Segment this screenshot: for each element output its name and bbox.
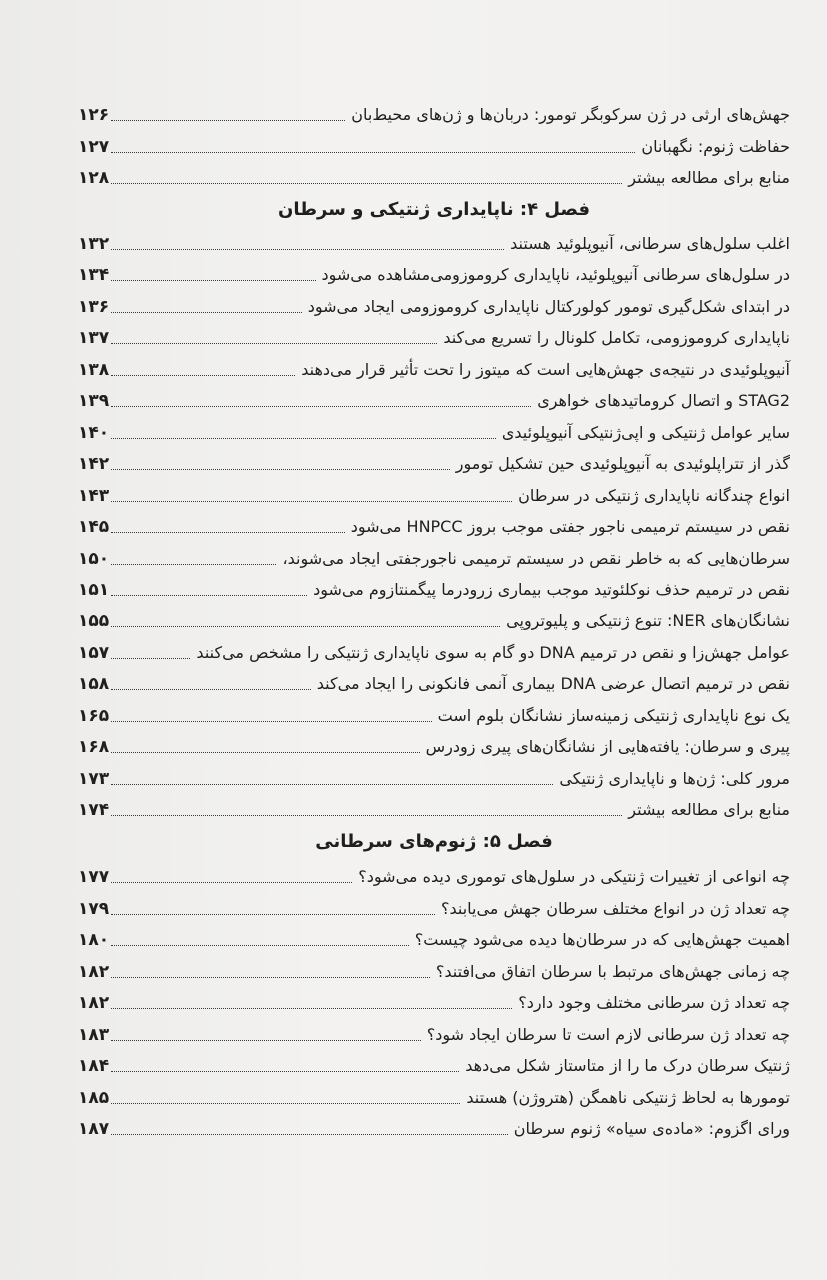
toc-entry[interactable] — [78, 384, 790, 412]
dot-leader — [111, 183, 622, 184]
toc-entry[interactable] — [78, 699, 790, 727]
toc-entry-title: در ابتدای شکل‌گیری تومور کولورکتال ناپایداری کروموزومی ایجاد می‌شود — [307, 296, 790, 316]
dot-leader — [111, 752, 419, 753]
toc-entry-title: نقص در ترمیم حذف نوکلئوتید موجب بیماری زرودرما پیگمنتازوم می‌شود — [313, 579, 790, 599]
toc-entry[interactable] — [78, 923, 790, 951]
toc-entry[interactable] — [78, 510, 790, 538]
toc-entry-title: چه تعداد ژن سرطانی لازم است تا سرطان ایجاد شود؟ — [426, 1024, 790, 1044]
toc-entry-page-number: ۱۳۷ — [78, 328, 110, 349]
toc-entry-page-number: ۱۵۸ — [78, 674, 110, 695]
toc-entry[interactable] — [78, 667, 790, 695]
toc-entry-page-number: ۱۲۶ — [78, 105, 110, 125]
toc-entry-title: اغلب سلول‌های سرطانی، آنیوپلوئید هستند — [510, 234, 790, 253]
dot-leader — [111, 815, 622, 816]
dot-leader — [111, 120, 345, 121]
dot-leader — [111, 977, 430, 978]
toc-entry-title: انواع چندگانه ناپایداری ژنتیکی در سرطان — [518, 485, 790, 505]
toc-entry-page-number: ۱۴۳ — [78, 485, 110, 506]
toc-entry-title: منابع برای مطالعه بیشتر — [628, 168, 790, 187]
toc-entry-page-number: ۱۵۷ — [78, 642, 110, 663]
toc-entry-title: نقص در ترمیم اتصال عرضی DNA بیماری آنمی فانکونی را ایجاد می‌کند — [316, 674, 790, 694]
toc-entry-page-number: ۱۸۰ — [78, 930, 110, 950]
toc-entry-title: ژنتیک سرطان درک ما را از متاستاز شکل می‌دهد — [465, 1056, 790, 1075]
dot-leader — [111, 784, 553, 785]
toc-entry[interactable] — [78, 1081, 790, 1109]
toc-entry-page-number: ۱۵۵ — [78, 611, 110, 632]
dot-leader — [111, 1040, 421, 1041]
dot-leader — [111, 1071, 459, 1072]
dot-leader — [111, 658, 190, 659]
toc-entry-page-number: ۱۳۴ — [78, 265, 110, 286]
dot-leader — [111, 564, 276, 565]
dot-leader — [111, 945, 409, 946]
dot-leader — [111, 501, 512, 502]
toc-entry-page-number: ۱۷۴ — [78, 800, 110, 821]
toc-entry-title: ورای اگزوم: «ماده‌ی سیاه» ژنوم سرطان — [513, 1119, 790, 1138]
toc-entry[interactable] — [78, 258, 790, 286]
dot-leader — [111, 721, 431, 722]
dot-leader — [111, 249, 504, 250]
chapter-heading: فصل ۴: ناپایداری ژنتیکی و سرطان — [277, 199, 590, 220]
toc-entry[interactable] — [78, 1018, 790, 1046]
dot-leader — [111, 438, 496, 439]
toc-entry-page-number: ۱۸۵ — [78, 1087, 110, 1108]
toc-entry-page-number: ۱۵۰ — [78, 548, 110, 569]
toc-entry[interactable] — [78, 892, 790, 920]
toc-entry-title: STAG2 و اتصال کروماتیدهای خواهری — [537, 391, 790, 411]
toc-entry-page-number: ۱۲۷ — [78, 136, 110, 157]
toc-entry-title: پیری و سرطان: یافته‌هایی از نشانگان‌های پیری زودرس — [425, 737, 790, 757]
toc-entry[interactable] — [78, 416, 790, 444]
chapter-heading: فصل ۵: ژنوم‌های سرطانی — [315, 831, 553, 852]
toc-entry-title: سایر عوامل ژنتیکی و اپی‌ژنتیکی آنیوپلوئیدی — [501, 422, 790, 442]
toc-entry-page-number: ۱۳۶ — [78, 296, 110, 317]
toc-entry-page-number: ۱۷۷ — [78, 867, 110, 887]
toc-entry-title: گذر از تتراپلوئیدی به آنیوپلوئیدی حین تشکیل تومور — [455, 454, 790, 474]
dot-leader — [111, 1134, 508, 1135]
dot-leader — [111, 626, 500, 627]
toc-entry-page-number: ۱۸۷ — [78, 1119, 110, 1139]
toc-entry-title: عوامل جهش‌زا و نقص در ترمیم DNA دو گام به سوی ناپایداری ژنتیکی را مشخص می‌کنند — [196, 642, 790, 662]
dot-leader — [111, 595, 307, 596]
toc-entry[interactable] — [78, 161, 790, 189]
toc-entry-title: منابع برای مطالعه بیشتر — [628, 800, 790, 820]
toc-entry-page-number: ۱۸۲ — [78, 961, 110, 982]
toc-entry-page-number: ۱۷۹ — [78, 898, 110, 919]
toc-entry[interactable] — [78, 986, 790, 1014]
toc-entry[interactable] — [78, 479, 790, 507]
toc-entry-title: ناپایداری کروموزومی، تکامل کلونال را تسریع می‌کند — [443, 328, 790, 348]
dot-leader — [111, 689, 311, 690]
toc-entry[interactable] — [78, 227, 790, 255]
toc-entry[interactable] — [78, 573, 790, 601]
toc-entry-page-number: ۱۲۸ — [78, 168, 110, 188]
dot-leader — [111, 375, 295, 376]
dot-leader — [111, 532, 345, 533]
toc-entry[interactable] — [78, 130, 790, 158]
toc-entry-page-number: ۱۶۸ — [78, 737, 110, 758]
toc-entry-title: نشانگان‌های NER: تنوع ژنتیکی و پلیوتروپی — [506, 611, 790, 631]
toc-entry-title: سرطان‌هایی که به خاطر نقص در سیستم ترمیمی ناجورجفتی ایجاد می‌شوند، — [282, 548, 790, 568]
toc-entry[interactable] — [78, 793, 790, 821]
toc-entry-title: چه تعداد ژن سرطانی مختلف وجود دارد؟ — [518, 993, 790, 1012]
dot-leader — [111, 406, 531, 407]
toc-entry-page-number: ۱۴۵ — [78, 517, 110, 538]
dot-leader — [111, 280, 315, 281]
toc-entry[interactable] — [78, 604, 790, 632]
toc-entry[interactable] — [78, 353, 790, 381]
toc-entry[interactable] — [78, 1112, 790, 1140]
toc-entry-page-number: ۱۳۸ — [78, 359, 110, 380]
dot-leader — [111, 312, 302, 313]
toc-entry-title: چه زمانی جهش‌های مرتبط با سرطان اتفاق می‌افتند؟ — [435, 961, 790, 981]
toc-entry-title: چه تعداد ژن در انواع مختلف سرطان جهش می‌یابند؟ — [440, 898, 790, 918]
toc-entry-page-number: ۱۷۳ — [78, 768, 110, 789]
toc-entry-title: یک نوع ناپایداری ژنتیکی زمینه‌ساز نشانگان بلوم است — [437, 705, 790, 725]
toc-entry-page-number: ۱۸۲ — [78, 993, 110, 1013]
toc-entry[interactable] — [78, 542, 790, 570]
toc-entry-title: جهش‌های ارثی در ژن سرکوبگر تومور: دربان‌ها و ژن‌های محیط‌بان — [351, 105, 790, 124]
toc-entry[interactable] — [78, 636, 790, 664]
dot-leader — [111, 469, 450, 470]
toc-entry[interactable] — [78, 321, 790, 349]
toc-entry-page-number: ۱۳۲ — [78, 234, 110, 254]
dot-leader — [111, 1103, 460, 1104]
toc-entry[interactable] — [78, 98, 790, 126]
dot-leader — [111, 343, 437, 344]
toc-entry-page-number: ۱۳۹ — [78, 391, 110, 412]
toc-entry[interactable] — [78, 290, 790, 318]
toc-entry-page-number: ۱۴۰ — [78, 422, 110, 443]
dot-leader — [111, 152, 635, 153]
dot-leader — [111, 882, 352, 883]
toc-entry-title: حفاظت ژنوم: نگهبانان — [641, 136, 790, 156]
toc-entry-page-number: ۱۴۲ — [78, 454, 110, 475]
dot-leader — [111, 914, 435, 915]
toc-entry[interactable] — [78, 860, 790, 888]
toc-entry-title: آنیوپلوئیدی در نتیجه‌ی جهش‌هایی است که میتوز را تحت تأثیر قرار می‌دهند — [301, 359, 790, 379]
toc-entry[interactable] — [78, 447, 790, 475]
toc-entry[interactable] — [78, 762, 790, 790]
toc-entry-page-number: ۱۵۱ — [78, 579, 110, 600]
toc-entry-title: در سلول‌های سرطانی آنیوپلوئید، ناپایداری کروموزومی‌مشاهده می‌شود — [321, 265, 790, 285]
toc-entry-page-number: ۱۸۳ — [78, 1024, 110, 1045]
toc-entry[interactable] — [78, 955, 790, 983]
toc-entry-title: چه انواعی از تغییرات ژنتیکی در سلول‌های توموری دیده می‌شود؟ — [358, 867, 790, 886]
toc-entry[interactable] — [78, 730, 790, 758]
toc-entry-page-number: ۱۸۴ — [78, 1056, 110, 1076]
toc-entry-title: نقص در سیستم ترمیمی ناجور جفتی موجب بروز HNPCC می‌شود — [350, 517, 790, 537]
dot-leader — [111, 1008, 512, 1009]
toc-entry-title: مرور کلی: ژن‌ها و ناپایداری ژنتیکی — [559, 768, 790, 788]
toc-entry-page-number: ۱۶۵ — [78, 705, 110, 726]
toc-entry[interactable] — [78, 1049, 790, 1077]
toc-entry-title: اهمیت جهش‌هایی که در سرطان‌ها دیده می‌شود چیست؟ — [414, 930, 790, 949]
toc-entry-title: تومورها به لحاظ ژنتیکی ناهمگن (هتروژن) هستند — [466, 1087, 790, 1107]
